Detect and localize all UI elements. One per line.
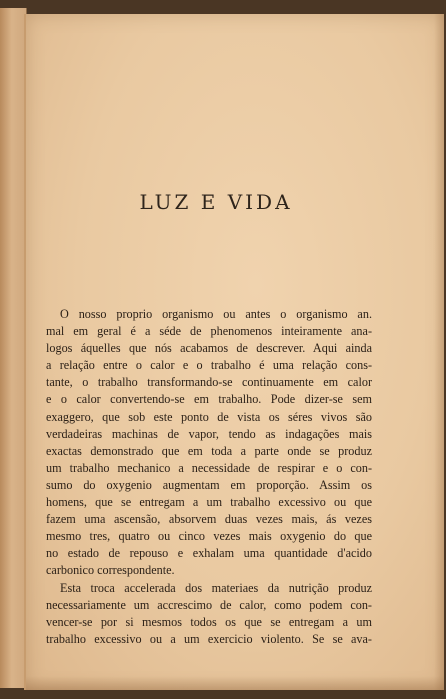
text-line: homens, que se entregam a um trabalho excessivo ou que — [46, 495, 372, 510]
body-text — [46, 306, 372, 648]
paragraph-2 — [46, 580, 372, 648]
text-line: exactas demonstrado que em toda a parte onde se produz — [46, 443, 372, 458]
book-page — [24, 14, 444, 690]
text-line: necessariamente um accrescimo de calor, como podem con- — [46, 597, 372, 612]
page-shadow-bottom — [26, 676, 444, 690]
text-line: vencer-se por si mesmos todos os que se entregam a um — [46, 614, 372, 629]
text-line: O nosso proprio organismo ou antes o organismo an. — [60, 307, 372, 321]
text-line: no estado de repouso e exhalam uma quantidade d'acido — [46, 546, 372, 561]
text-line: verdadeiras machinas de vapor, tendo as indagações mais — [46, 426, 372, 441]
text-line: carbonico correspondente. — [46, 563, 175, 578]
text-line: um trabalho mechanico a necessidade de respirar e o con- — [46, 460, 372, 475]
text-line: Esta troca accelerada dos materiaes da nutrição produz — [60, 580, 372, 595]
text-line: trabalho excessivo ou a um exercicio violento. Se se ava- — [46, 631, 372, 646]
page-shadow-right — [434, 14, 444, 690]
text-line: mal em geral é a séde de phenomenos inteiramente ana- — [46, 324, 372, 339]
text-line: fazem uma ascensão, absorvem duas vezes mais, ás vezes — [46, 512, 372, 527]
text-line: mesmo tres, quatro ou cinco vezes mais oxygenio do que — [46, 529, 372, 544]
text-line: sumo do oxygenio augmentam em proporção. Assim os — [46, 477, 372, 492]
text-line: exaggero, que sob este ponto de vista os séres vivos são — [46, 409, 372, 424]
chapter-title: LUZ E VIDA — [139, 190, 293, 214]
text-line: tante, o trabalho transformando-se continuamente em calor — [46, 375, 372, 390]
paragraph-1 — [46, 306, 372, 580]
text-line: e o calor convertendo-se em trabalho. Pode dizer-se sem — [46, 392, 372, 407]
left-page-edge — [0, 8, 27, 688]
text-line: a relação entre o calor e o trabalho é uma relação cons- — [46, 358, 372, 373]
text-line: logos áquelles que nós acabamos de descrever. Aqui ainda — [46, 341, 372, 356]
